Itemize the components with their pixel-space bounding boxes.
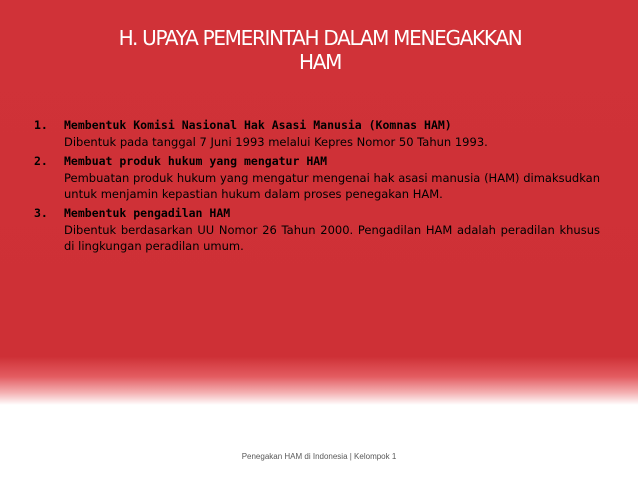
list-item-body — [64, 152, 600, 204]
slide-title — [40, 26, 600, 74]
list-item-heading: Membentuk Komisi Nasional Hak Asasi Manusia (Komnas HAM) — [64, 118, 452, 132]
list-item-number: 1. — [34, 118, 48, 132]
list-item-body — [64, 116, 600, 152]
list-item-2 — [34, 152, 600, 204]
list-item-heading: Membentuk pengadilan HAM — [64, 205, 231, 220]
numbered-list — [34, 116, 600, 256]
list-item-description: Dibentuk berdasarkan UU Nomor 26 Tahun 2000. Pengadilan HAM adalah peradilan khusus di lingkungan peradilan umum. — [64, 222, 600, 253]
list-item-number: 3. — [34, 205, 48, 220]
list-item-1 — [34, 116, 600, 152]
list-item-description: Dibentuk pada tanggal 7 Juni 1993 melalui Kepres Nomor 50 Tahun 1993. — [64, 135, 488, 149]
list-item-body — [64, 204, 600, 256]
slide-title-line-1: H. UPAYA PEMERINTAH DALAM MENEGAKKAN — [118, 26, 522, 50]
list-item-number: 2. — [34, 153, 48, 168]
slide-footer: Penegakan HAM di Indonesia | Kelompok 1 — [241, 452, 397, 461]
list-item-description: Pembuatan produk hukum yang mengatur mengenai hak asasi manusia (HAM) dimaksudkan untuk menjamin kepastian hukum dalam proses penegakan HAM. — [64, 170, 600, 201]
slide-title-line-2: HAM — [298, 50, 342, 74]
list-item-heading: Membuat produk hukum yang mengatur HAM — [64, 153, 328, 168]
list-item-3 — [34, 204, 600, 256]
